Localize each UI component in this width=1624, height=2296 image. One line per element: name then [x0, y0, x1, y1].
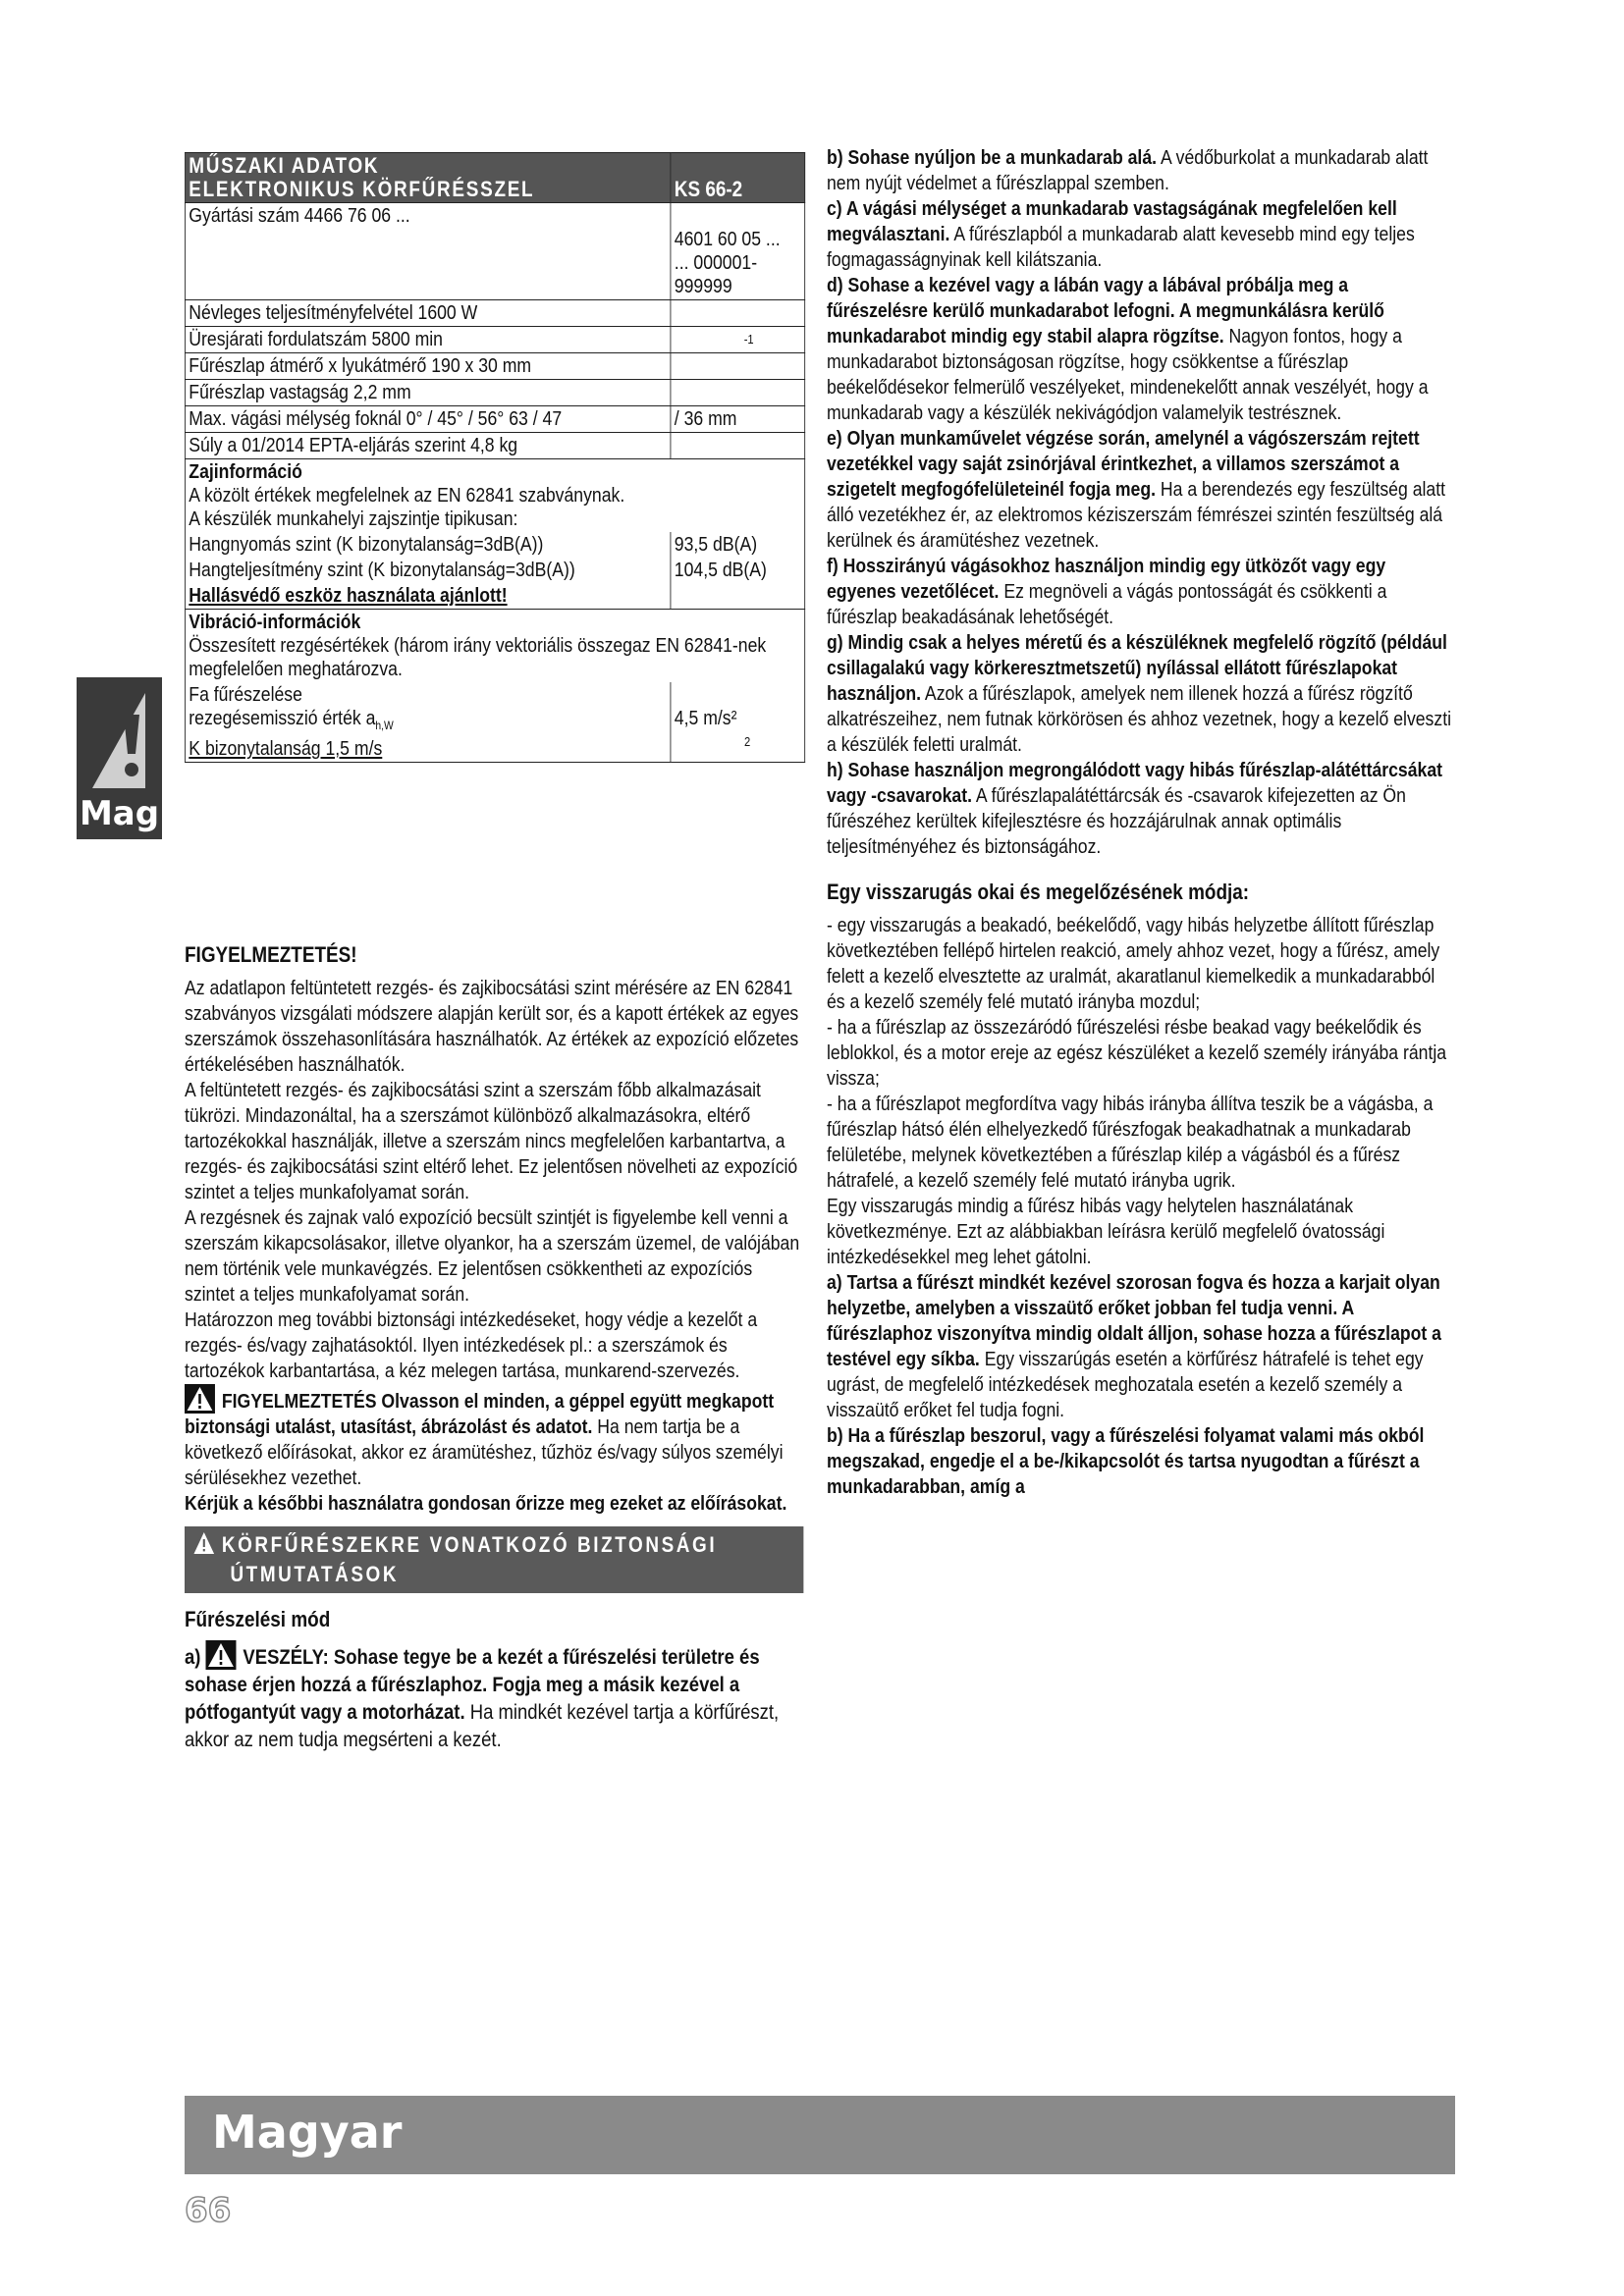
right-column: [827, 145, 1455, 1500]
paragraph: Határozzon meg további biztonsági intézkedéseket, hogy védje a kezelőt a rezgés- és/vagy zajhatásoktól. Ilyen intézkedések pl.: a szerszámok és tartozékok karbantartása, a kéz melegen tartása, munkarend-szervezés.: [185, 1308, 758, 1382]
noise-pressure-value: 93,5 dB(A): [671, 532, 805, 558]
page-number: 66: [185, 2191, 232, 2230]
vibration-info: Vibráció-információk Összesített rezgésértékek (három irány vektoriális összegaz EN 62841-nek megfelelően meghatározva.: [185, 610, 804, 683]
kickback-point: - egy visszarugás a beakadó, beékelődő, vagy hibás helyzetbe állított fűrészlap következtében fellépő hirtelen reakció, amely ahhoz vezet, hogy a fűrész, amely felett a kezelő elvesztette az uralmát, akaratlanul kiemelkedik a munkadarabból és a kezelő személy felé mutató irányba mozdul;: [827, 914, 1440, 1013]
kickback-point: - ha a fűrészlap az összezáródó fűrészelési résbe beakad vagy beékelődik és leblokkol, és a motor ereje az egész készüléket a kezelő személy irányába rántja vissza;: [827, 1016, 1447, 1090]
spec-row-label: Súly a 01/2014 EPTA-eljárás szerint 4,8 kg: [185, 433, 671, 459]
side-tab-label: Mag: [79, 794, 160, 833]
spec-title: MŰSZAKI ADATOK ELEKTRONIKUS KÖRFŰRÉSSZEL: [185, 153, 671, 203]
technical-data-table: MŰSZAKI ADATOK ELEKTRONIKUS KÖRFŰRÉSSZEL KS 66-2 Gyártási szám 4466 76 06 ... 4601 60 05 ... ... 000001-999999 Névleges teljesítményfelvétel 1600 W Üresjárati fordulatszám 5800 min -1 Fűrészlap átmérő x lyukátmérő 190 x 30 mm Fűrészlap vastagság 2,2 mm Max. vágási mélység foknál 0° / 45° / 56° 63 / 47 / 36 mm Súly a 01/2014 EPTA-eljárás szerint 4,8 kg Zajinformáció A közölt értékek megfelelnek az EN 62841 szabványnak. A készülék munkahelyi zajszintje tipikusan: Hangnyomás szint (K bizonytalanság=3dB(A)) 93,5 dB(A) Hangteljesítmény szint (K bizonytalanság=3dB(A)) 104,5 dB(A) Hallásvédő eszköz használata ajánlott! Vibráció-információk Összesített rezgésértékek (három irány vektoriális összegaz EN 62841-nek megfelelően meghatározva. Fa fűrészelése rezegésemisszió érték $a_{h,W}$ K bizonytalanság 1,5 m/s 4,5 m/s² 2: [185, 152, 805, 763]
warning-triangle-icon: [193, 1531, 215, 1555]
warning-triangle-icon: [84, 685, 153, 793]
paragraph: A feltüntetett rezgés- és zajkibocsátási szint a szerszám főbb alkalmazásait tükrözi. Mindazonáltal, ha a szerszámot különböző alkalmazásokra, eltérő tartozékokkal használják, illetve a szerszám nincs megfelelően karbantartva, a rezgés- és zajkibocsátási szint eltérő lehet. Ez jelentősen növelheti az expozíció szintet a teljes munkafolyamat során.: [185, 1079, 798, 1203]
kickback-item-b: b) Ha a fűrészlap beszorul, vagy a fűrészelési folyamat valami más okból megszakad, engedje el a be-/kikapcsolót és tartsa nyugodtan a fűrészt a munkadarabban, amíg a: [827, 1424, 1425, 1498]
safety-warning-paragraph: FIGYELMEZTETÉS Olvasson el minden, a géppel együtt megkapott biztonsági utalást, utasítást, ábrázolást és adatot. Ha nem tartja be a következő előírásokat, akkor ez áramütéshez, tűzhöz és/vagy súlyos személyi sérülésekhez vezethet.: [185, 1384, 803, 1491]
item-h: h) Sohase használjon megrongálódott vagy hibás fűrészlap-alátéttárcsákat vagy -csavarokat. A fűrészlapalátéttárcsák és -csavarok kifejezetten az Ön fűrészéhez kerültek kifejlesztésre és hozzájárulnak annak optimális teljesítményéhez és biztonságához.: [827, 759, 1443, 858]
warning-triangle-icon: [206, 1640, 237, 1670]
kickback-point: - ha a fűrészlapot megfordítva vagy hibás irányba állítva teszik be a vágásba, a fűrészlap hátsó élén elhelyezkedő fűrészfogak beakadhatnak a munkadarab felületébe, melynek következtében a fűrészlap kilép a vágásból és a fűrész hátrafelé, a kezelő személy felé mutató irányba ugrik.: [827, 1093, 1434, 1192]
item-d: d) Sohase a kezével vagy a lábán vagy a lábával próbálja meg a fűrészelésre kerülő munkadarabot lefogni. A megmunkálásra kerülő munkadarabot mindig egy stabil alapra rögzítse. Nagyon fontos, hogy a munkadarabot biztonságosan rögzítse, hogy csökkentse a fűrészlap beékelődésekor felmerülő veszélyeket, mindenekelőtt annak veszélyét, hogy a munkadarab vagy a készülék nekivágódjon valamelyik testrésznek.: [827, 274, 1429, 424]
warning-heading: FIGYELMEZTETÉS!: [185, 942, 357, 967]
language-side-tab: [77, 677, 162, 839]
left-column: [185, 152, 805, 1751]
noise-power-value: 104,5 dB(A): [671, 558, 805, 583]
item-e: e) Olyan munkaművelet végzése során, amelynél a vágószerszám rejtett vezetékkel vagy saját zsinórjával érintkezhet, a villamos szerszámot a szigetelt megfogófelületeinél fogja meg. Ha a berendezés egy feszültség alatt álló vezetékhez ér, az elektromos kéziszerszám fémrészei szintén feszültség alá kerülnek és áramütéshez vezetnek.: [827, 427, 1446, 552]
section-header-safety: KÖRFŰRÉSZEKRE VONATKOZÓ BIZTONSÁGI ÚTMUTATÁSOK: [185, 1526, 803, 1593]
kickback-point: Egy visszarugás mindig a fűrész hibás vagy helytelen használatának következménye. Ezt az alábbiakban leírásra kerülő megfelelő óvatossági intézkedésekkel meg lehet gátolni.: [827, 1195, 1385, 1268]
item-b: b) Sohase nyúljon be a munkadarab alá. A védőburkolat a munkadarab alatt nem nyújt védelmet a fűrészlappal szemben.: [827, 146, 1429, 194]
footer-language: Magyar: [212, 2106, 403, 2159]
paragraph: A rezgésnek és zajnak való expozíció becsült szintjét is figyelembe kell venni a szerszám kikapcsolásakor, illetve olyankor, ha a szerszám üzemel, de valójában nem történik vele munkavégzés. Ez jelentősen csökkentheti az expozíciós szintet a teljes munkafolyamat során.: [185, 1206, 800, 1306]
spec-model: KS 66-2: [671, 153, 805, 203]
spec-row-label: Névleges teljesítményfelvétel 1600 W: [185, 300, 671, 327]
sawing-mode-heading: Fűrészelési mód: [185, 1607, 331, 1631]
spec-serial-label: Gyártási szám 4466 76 06 ...: [185, 203, 671, 300]
warning-triangle-icon: [185, 1384, 215, 1414]
keep-instructions-note: Kérjük a későbbi használatra gondosan őrizze meg ezeket az előírásokat.: [185, 1492, 787, 1515]
item-a-danger: a) VESZÉLY: Sohase tegye be a kezét a fűrészelési területre és sohase érjen hozzá a fűrészlaphoz. Fogja meg a másik kezével a pótfogantyút vagy a motorházat. Ha mindkét kezével tartja a körfűrészt, akkor az nem tudja megsérteni a kezét.: [185, 1640, 803, 1753]
kickback-item-a: a) Tartsa a fűrészt mindkét kezével szorosan fogva és hozza a karjait olyan helyzetbe, amelyben a visszaütő erőket jobban fel tudja venni. A fűrészlaphoz viszonyítva mindig oldalt álljon, sohase hozza a fűrészlapot a testével egy síkba. Egy visszarúgás esetén a körfűrész hátrafelé is tehet egy ugrást, de megfelelő intézkedések meghozatala esetén a kezelő személy a visszaütő erőket fel tudja fogni.: [827, 1271, 1441, 1421]
spec-row-label: Fűrészlap vastagság 2,2 mm: [185, 380, 671, 406]
item-f: f) Hosszirányú vágásokhoz használjon mindig egy ütközőt vagy egy egyenes vezetőlécet. Ez megnöveli a vágás pontosságát és csökkenti a fűrészlap beakadásának lehetőségét.: [827, 555, 1387, 628]
item-c: c) A vágási mélységet a munkadarab vastagságának megfelelően kell megválasztani. A fűrészlapból a munkadarab alatt kevesebb mind egy teljes fogmagasságnyinak kell kilátszania.: [827, 197, 1415, 271]
item-g: g) Mindig csak a helyes méretű és a készüléknek megfelelő rögzítő (például csillagalakú vagy körkeresztmetszetű) nyílással ellátott fűrészlapokat használjon. Azok a fűrészlapok, amelyek nem illenek hozzá a fűrész rögzítő alkatrészeihez, nem futnak körkörösen és ahhoz vezetnek, hogy a kezelő elveszti a készülék feletti uralmát.: [827, 631, 1452, 756]
paragraph: Az adatlapon feltüntetett rezgés- és zajkibocsátási szint mérésére az EN 62841 szabványos vizsgálati módszere alapján került sor, és a kapott értékek az egyes szerszámok összehasonlítására használhatók. Az értékek az expozíció előzetes értékelésében használhatók.: [185, 977, 799, 1076]
spec-serial-value: 4601 60 05 ... ... 000001-999999: [671, 203, 805, 300]
spec-row-label: Üresjárati fordulatszám 5800 min: [185, 327, 671, 353]
spec-row-label: Max. vágási mélység foknál 0° / 45° / 56° 63 / 47: [185, 406, 671, 433]
language-footer-bar: [185, 2096, 1455, 2174]
kickback-heading: Egy visszarugás okai és megelőzésének módja:: [827, 880, 1250, 904]
left-body-text: [185, 933, 805, 1753]
vibration-value: 4,5 m/s²: [674, 707, 737, 729]
hearing-protection-note: Hallásvédő eszköz használata ajánlott!: [185, 583, 671, 610]
noise-info: Zajinformáció A közölt értékek megfelelnek az EN 62841 szabványnak. A készülék munkahelyi zajszintje tipikusan:: [185, 459, 804, 533]
spec-row-label: Fűrészlap átmérő x lyukátmérő 190 x 30 mm: [185, 353, 671, 380]
